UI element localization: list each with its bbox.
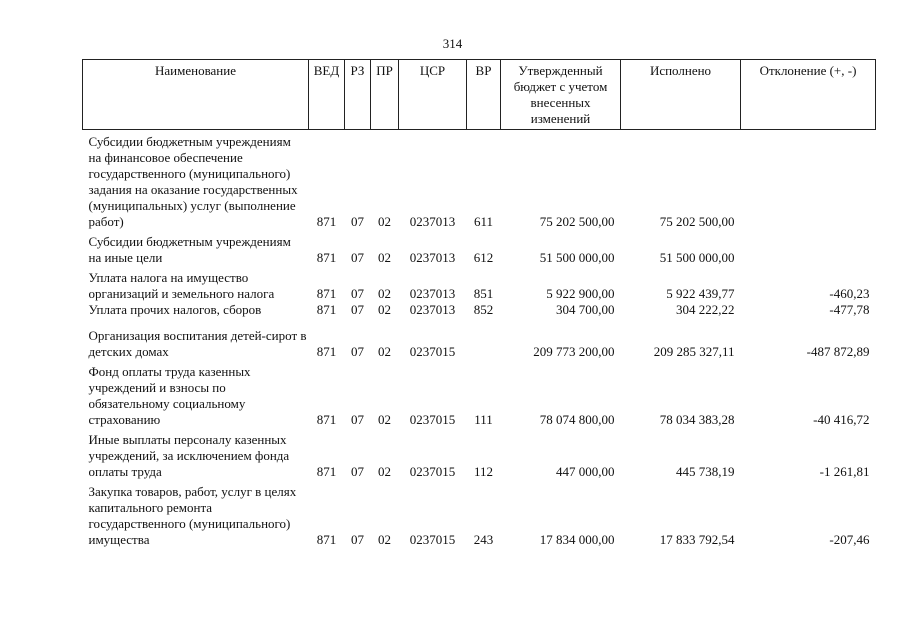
table-row: [83, 484, 876, 548]
row-ved: 871: [316, 301, 337, 317]
table-row: [83, 234, 876, 266]
row-rz: 07: [351, 531, 364, 547]
row-approved: 17 834 000,00: [539, 531, 615, 547]
row-approved: 75 202 500,00: [539, 213, 615, 229]
row-name: Фонд оплаты труда казенных учреждений и взносы по обязательному социальному страхованию: [88, 363, 251, 427]
row-approved: 447 000,00: [556, 463, 615, 479]
row-pr: 02: [378, 531, 391, 547]
row-ved: 871: [316, 531, 337, 547]
row-name: Субсидии бюджетным учреждениям на иные цели: [88, 233, 291, 265]
header-deviation: Отклонение (+, -): [741, 60, 876, 130]
table-header-row: [83, 60, 876, 130]
row-rz: 07: [351, 343, 364, 359]
row-executed: 78 034 383,28: [659, 411, 735, 427]
row-approved: 5 922 900,00: [546, 285, 615, 301]
table-row: [83, 302, 876, 318]
row-pr: 02: [378, 343, 391, 359]
header-ved: ВЕД: [309, 60, 345, 130]
row-executed: 51 500 000,00: [659, 249, 735, 265]
row-name: Субсидии бюджетным учреждениям на финансовое обеспечение государственного (муниципального) задания на оказание государственных (муниципальных) услуг (выполнение работ): [88, 133, 298, 229]
row-vr: 612: [473, 249, 494, 265]
row-approved: 209 773 200,00: [533, 343, 615, 359]
row-name: Иные выплаты персоналу казенных учреждений, за исключением фонда оплаты труда: [88, 431, 290, 479]
row-vr: 111: [474, 411, 493, 427]
row-csr: 0237015: [409, 343, 456, 359]
row-deviation: -207,46: [829, 531, 870, 547]
table-row: [83, 328, 876, 360]
row-approved: 304 700,00: [556, 301, 615, 317]
row-name: Организация воспитания детей-сирот в детских домах: [88, 327, 307, 359]
row-vr: 112: [473, 463, 494, 479]
row-rz: 07: [351, 411, 364, 427]
row-csr: 0237013: [409, 301, 456, 317]
row-rz: 07: [351, 301, 364, 317]
header-approved: Утвержденный бюджет с учетом внесенных изменений: [501, 60, 621, 130]
row-rz: 07: [351, 463, 364, 479]
row-csr: 0237015: [409, 463, 456, 479]
row-vr: 852: [473, 301, 494, 317]
row-csr: 0237015: [409, 411, 456, 427]
row-ved: 871: [316, 411, 337, 427]
row-vr: 243: [473, 531, 494, 547]
row-approved: 78 074 800,00: [539, 411, 615, 427]
row-pr: 02: [378, 463, 391, 479]
row-ved: 871: [316, 249, 337, 265]
row-executed: 445 738,19: [676, 463, 735, 479]
row-pr: 02: [378, 213, 391, 229]
row-csr: 0237015: [409, 531, 456, 547]
row-ved: 871: [316, 463, 337, 479]
row-pr: 02: [378, 249, 391, 265]
row-name: Уплата прочих налогов, сборов: [88, 301, 262, 317]
row-approved: 51 500 000,00: [539, 249, 615, 265]
table-row: [83, 134, 876, 230]
row-csr: 0237013: [409, 249, 456, 265]
row-deviation: -487 872,89: [806, 343, 870, 359]
row-name: Уплата налога на имущество организаций и земельного налога: [88, 269, 275, 301]
row-deviation: [741, 234, 876, 266]
row-executed: 304 222,22: [676, 301, 735, 317]
row-rz: 07: [351, 285, 364, 301]
page-number: 314: [442, 36, 463, 51]
header-rz: РЗ: [345, 60, 371, 130]
table-row: [83, 432, 876, 480]
row-pr: 02: [378, 285, 391, 301]
row-deviation: -477,78: [829, 301, 870, 317]
row-pr: 02: [378, 301, 391, 317]
header-name: Наименование: [83, 60, 309, 130]
row-csr: 0237013: [409, 213, 456, 229]
row-pr: 02: [378, 411, 391, 427]
row-rz: 07: [351, 249, 364, 265]
header-executed: Исполнено: [621, 60, 741, 130]
row-name: Закупка товаров, работ, услуг в целях капитального ремонта государственного (муниципального) имущества: [88, 483, 297, 547]
header-csr: ЦСР: [399, 60, 467, 130]
row-ved: 871: [316, 343, 337, 359]
row-deviation: -460,23: [829, 285, 870, 301]
row-ved: 871: [316, 285, 337, 301]
row-csr: 0237013: [409, 285, 456, 301]
row-vr: 611: [473, 213, 494, 229]
header-pr: ПР: [371, 60, 399, 130]
header-vr: ВР: [467, 60, 501, 130]
row-executed: 5 922 439,77: [666, 285, 735, 301]
row-executed: 209 285 327,11: [653, 343, 735, 359]
row-deviation: -1 261,81: [819, 463, 870, 479]
row-rz: 07: [351, 213, 364, 229]
row-vr: [467, 328, 501, 360]
table-row: [83, 270, 876, 302]
row-executed: 75 202 500,00: [659, 213, 735, 229]
row-deviation: [741, 134, 876, 230]
row-vr: 851: [473, 285, 494, 301]
row-deviation: -40 416,72: [813, 411, 870, 427]
budget-table: [82, 59, 876, 548]
table-row: [83, 364, 876, 428]
row-ved: 871: [316, 213, 337, 229]
row-executed: 17 833 792,54: [659, 531, 735, 547]
